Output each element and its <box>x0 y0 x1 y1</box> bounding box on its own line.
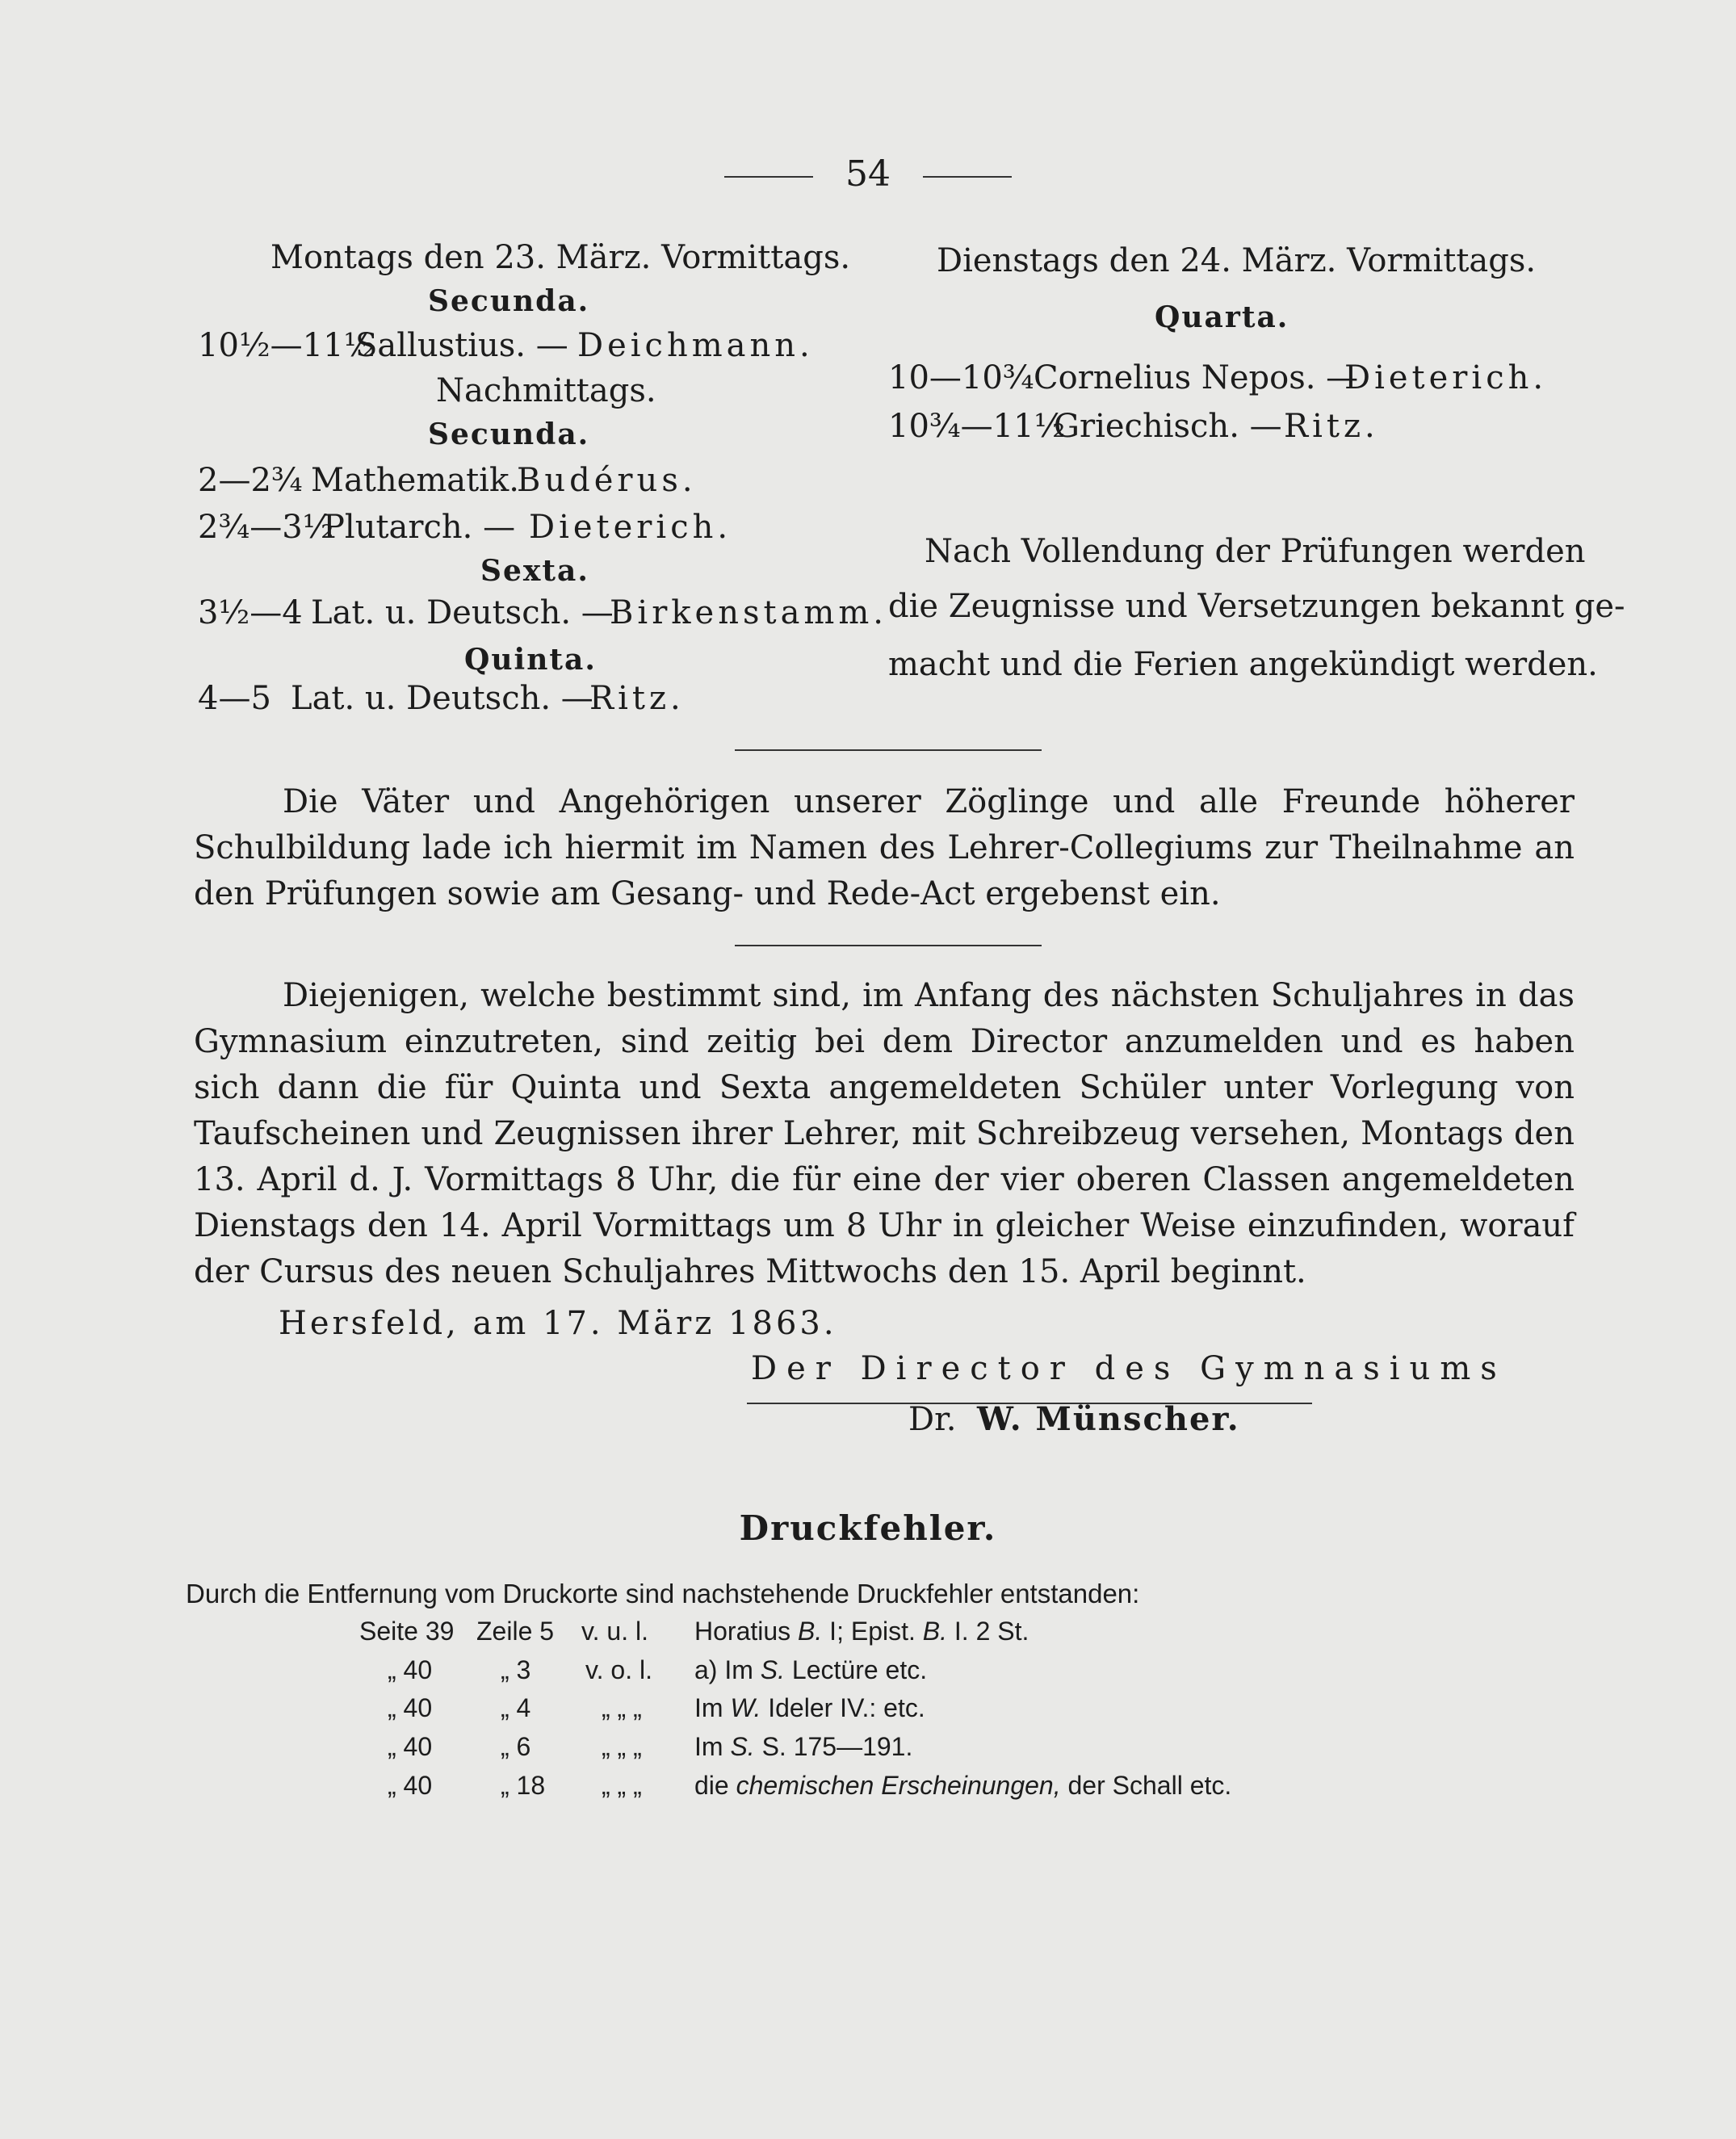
left-teacher-5: Ritz. <box>589 680 685 717</box>
errata-correction: a) Im S. Lectüre etc. <box>694 1655 928 1684</box>
left-subject-3: Plutarch. — <box>323 509 516 546</box>
page-number-rule-right <box>923 176 1012 178</box>
signature-name: W. Münscher. <box>977 1400 1240 1438</box>
left-time-3: 2¾—3½ <box>198 509 334 546</box>
section-divider-2 <box>735 945 1042 946</box>
registration-paragraph: Diejenigen, welche bestimmt sind, im Anfang des nächsten Schuljahres in das Gymnasium einzutreten, sind zeitig bei dem Director anzumelden und es haben sich dann die für Quinta und Sexta angemeldeten Schüler unter Vorlegung von Taufscheinen und Zeugnissen ihrer Lehrer, mit Schreibzeug versehen, Montags den 13. April d. J. Vormittags 8 Uhr, die für eine der vier oberen Classen angemeldeten Dienstags den 14. April Vormittags um 8 Uhr in gleicher Weise einzufinden, worauf der Cursus des neuen Schuljahres Mittwochs den 15. April beginnt. <box>194 977 1575 1290</box>
errata-zeile: „ 6 <box>501 1732 531 1761</box>
invitation-paragraph: Die Väter und Angehörigen unserer Zöglinge und alle Freunde höherer Schulbildung lade ich hiermit im Namen des Lehrer-Collegiums zur Theilnahme an den Prüfungen sowie am Gesang- und Rede-Act ergebenst ein. <box>194 783 1575 912</box>
left-teacher-3: Dieterich. <box>529 509 732 546</box>
errata-zeile: „ 3 <box>501 1655 531 1684</box>
left-class-secunda-2: Secunda. <box>428 417 590 451</box>
errata-correction: Im S. S. 175—191. <box>694 1732 913 1761</box>
right-day-heading: Dienstags den 24. März. Vormittags. <box>937 242 1537 279</box>
errata-title: Druckfehler. <box>739 1508 997 1548</box>
left-teacher-1: Deichmann. <box>577 327 814 364</box>
errata-correction: Im W. Ideler IV.: etc. <box>694 1693 925 1722</box>
errata-position: „ „ „ <box>602 1771 642 1800</box>
errata-seite: „ 40 <box>388 1655 433 1684</box>
right-note-line-3: macht und die Ferien angekündigt werden. <box>888 646 1598 683</box>
left-subject-4: Lat. u. Deutsch. — <box>311 594 614 631</box>
left-afternoon-heading: Nachmittags. <box>436 372 656 409</box>
left-class-sexta: Sexta. <box>480 554 589 588</box>
left-subject-2: Mathematik. <box>311 462 519 499</box>
right-note-line-1: Nach Vollendung der Prüfungen werden <box>925 533 1586 570</box>
right-teacher-1: Dieterich. <box>1344 359 1548 396</box>
left-subject-1: Sallustius. — <box>355 327 568 364</box>
errata-position: „ „ „ <box>602 1693 642 1722</box>
left-class-secunda-1: Secunda. <box>428 284 590 318</box>
right-time-1: 10—10¾ <box>888 359 1034 396</box>
right-subject-2: Griechisch. — <box>1054 408 1282 445</box>
errata-zeile: Zeile 5 <box>476 1617 555 1646</box>
errata-zeile: „ 4 <box>501 1693 531 1722</box>
errata-position: v. u. l. <box>581 1617 648 1646</box>
left-time-2: 2—2¾ <box>198 462 303 499</box>
right-note-line-2: die Zeugnisse und Versetzungen bekannt ge- <box>888 588 1625 625</box>
left-teacher-4: Birkenstamm. <box>610 594 888 631</box>
errata-intro: Durch die Entfernung vom Druckorte sind nachstehende Druckfehler entstanden: <box>186 1579 1140 1608</box>
left-class-quinta: Quinta. <box>464 643 597 677</box>
signature-prefix: Dr. <box>908 1401 957 1438</box>
left-day-heading: Montags den 23. März. Vormittags. <box>270 239 851 276</box>
page-number: 54 <box>0 153 1736 195</box>
left-time-5: 4—5 <box>198 680 271 717</box>
errata-position: „ „ „ <box>602 1732 642 1761</box>
left-teacher-2: Budérus. <box>517 462 697 499</box>
right-teacher-2: Ritz. <box>1284 408 1379 445</box>
errata-seite: „ 40 <box>388 1693 433 1722</box>
errata-zeile: „ 18 <box>501 1771 546 1800</box>
left-subject-5: Lat. u. Deutsch. — <box>291 680 593 717</box>
right-class-quarta: Quarta. <box>1155 300 1289 334</box>
left-time-1: 10½—11½ <box>198 327 375 364</box>
page-number-rule-left <box>724 176 813 178</box>
errata-correction: Horatius B. I; Epist. B. I. 2 St. <box>694 1617 1029 1646</box>
errata-position: v. o. l. <box>585 1655 652 1684</box>
errata-seite: „ 40 <box>388 1732 433 1761</box>
place-and-date: Hersfeld, am 17. März 1863. <box>279 1305 837 1342</box>
errata-seite: „ 40 <box>388 1771 433 1800</box>
right-subject-1: Cornelius Nepos. — <box>1034 359 1359 396</box>
errata-seite: Seite 39 <box>359 1617 455 1646</box>
section-divider-1 <box>735 749 1042 751</box>
errata-correction: die chemischen Erscheinungen, der Schall etc. <box>694 1771 1232 1800</box>
signature-title: Der Director des Gymnasiums <box>751 1350 1507 1387</box>
right-time-2: 10¾—11½ <box>888 408 1066 445</box>
left-time-4: 3½—4 <box>198 594 303 631</box>
